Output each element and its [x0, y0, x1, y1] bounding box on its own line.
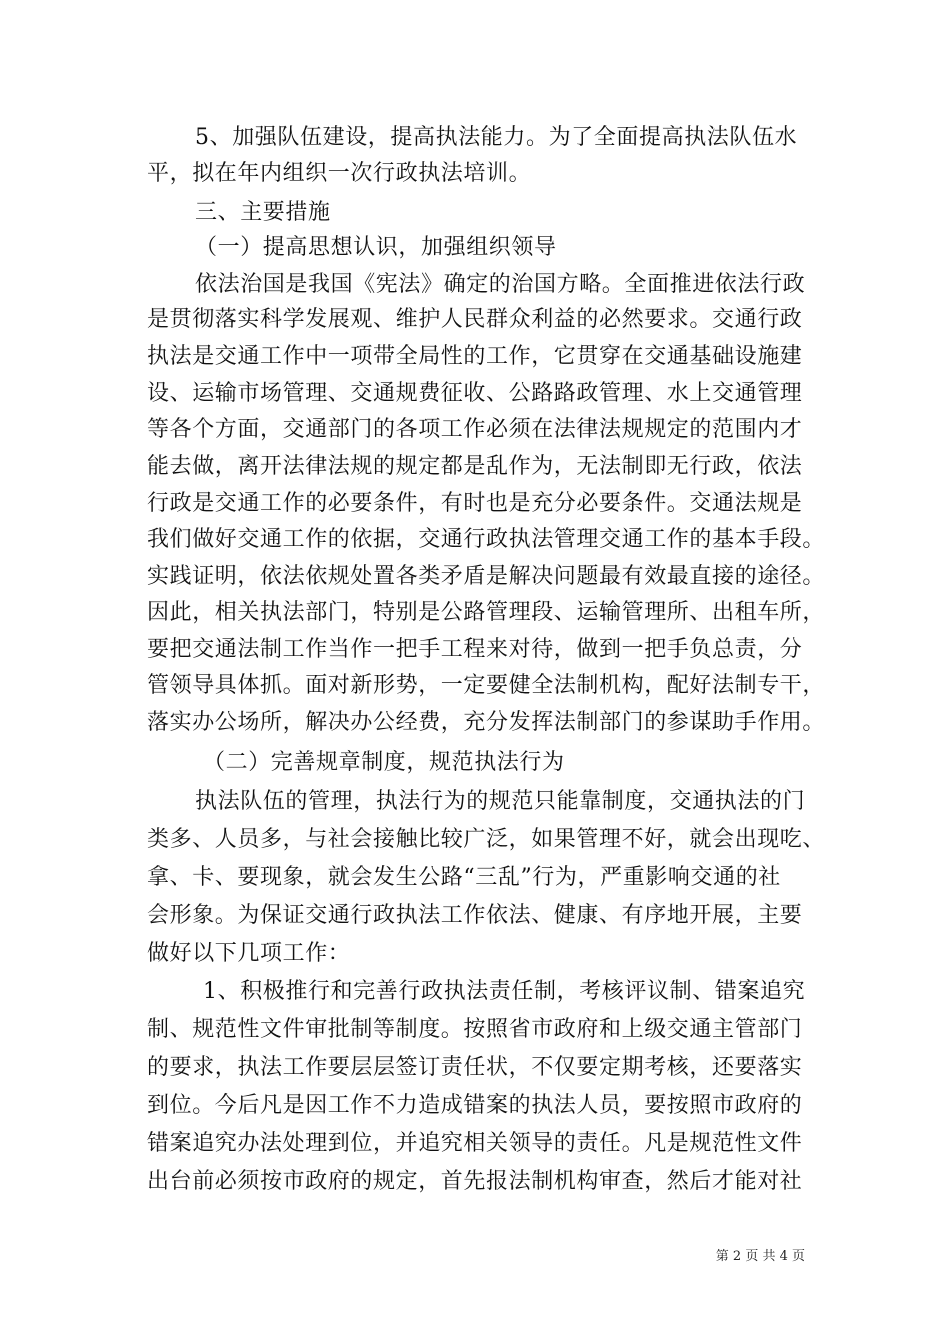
subsection-heading: （二）完善规章制度，规范执法行为: [203, 750, 565, 775]
paragraph-line: 落实办公场所，解决办公经费，充分发挥法制部门的参谋助手作用。: [147, 710, 826, 735]
paragraph-line: 因此，相关执法部门，特别是公路管理段、运输管理所、出租车所，: [147, 600, 826, 625]
paragraph-line: 类多、人员多，与社会接触比较广泛，如果管理不好，就会出现吃、: [147, 827, 826, 852]
paragraph-line: 拿、卡、要现象，就会发生公路“三乱”行为，严重影响交通的社: [147, 865, 781, 890]
paragraph-line: 执法队伍的管理，执法行为的规范只能靠制度，交通执法的门: [195, 789, 806, 814]
section-heading: 三、主要措施: [195, 200, 331, 225]
paragraph-line: 等各个方面，交通部门的各项工作必须在法律法规规定的范围内才: [147, 417, 803, 442]
paragraph-line: 制、规范性文件审批制等制度。按照省市政府和上级交通主管部门: [147, 1017, 803, 1042]
paragraph-line: 5、加强队伍建设，提高执法能力。为了全面提高执法队伍水: [195, 125, 798, 150]
paragraph-line: 到位。今后凡是因工作不力造成错案的执法人员，要按照市政府的: [147, 1093, 803, 1118]
paragraph-line: 依法治国是我国《宪法》确定的治国方略。全面推进依法行政: [195, 272, 806, 297]
paragraph-line: 会形象。为保证交通行政执法工作依法、健康、有序地开展，主要: [147, 903, 803, 928]
paragraph-line: 错案追究办法处理到位，并追究相关领导的责任。凡是规范性文件: [147, 1131, 803, 1156]
paragraph-line: 的要求，执法工作要层层签订责任状，不仅要定期考核，还要落实: [147, 1055, 803, 1080]
page-number: 第 2 页 共 4 页: [715, 1249, 805, 1264]
subsection-heading: （一）提高思想认识，加强组织领导: [195, 235, 557, 260]
paragraph-line: 执法是交通工作中一项带全局性的工作，它贯穿在交通基础设施建: [147, 344, 803, 369]
paragraph-line: 实践证明，依法依规处置各类矛盾是解决问题最有效最直接的途径。: [147, 564, 826, 589]
paragraph-line: 能去做，离开法律法规的规定都是乱作为，无法制即无行政，依法: [147, 454, 803, 479]
paragraph-line: 做好以下几项工作：: [147, 941, 351, 966]
paragraph-line: 设、运输市场管理、交通规费征收、公路路政管理、水上交通管理: [147, 381, 803, 406]
paragraph-line: 行政是交通工作的必要条件，有时也是充分必要条件。交通法规是: [147, 491, 803, 516]
paragraph-line: 平，拟在年内组织一次行政执法培训。: [147, 161, 532, 186]
paragraph-line: 1、积极推行和完善行政执法责任制，考核评议制、错案追究: [203, 979, 806, 1004]
paragraph-line: 要把交通法制工作当作一把手工程来对待，做到一把手负总责，分: [147, 637, 803, 662]
paragraph-line: 管领导具体抓。面对新形势，一定要健全法制机构，配好法制专干，: [147, 673, 826, 698]
paragraph-line: 我们做好交通工作的依据，交通行政执法管理交通工作的基本手段。: [147, 527, 826, 552]
paragraph-line: 是贯彻落实科学发展观、维护人民群众利益的必然要求。交通行政: [147, 307, 803, 332]
paragraph-line: 出台前必须按市政府的规定，首先报法制机构审查，然后才能对社: [147, 1169, 803, 1194]
